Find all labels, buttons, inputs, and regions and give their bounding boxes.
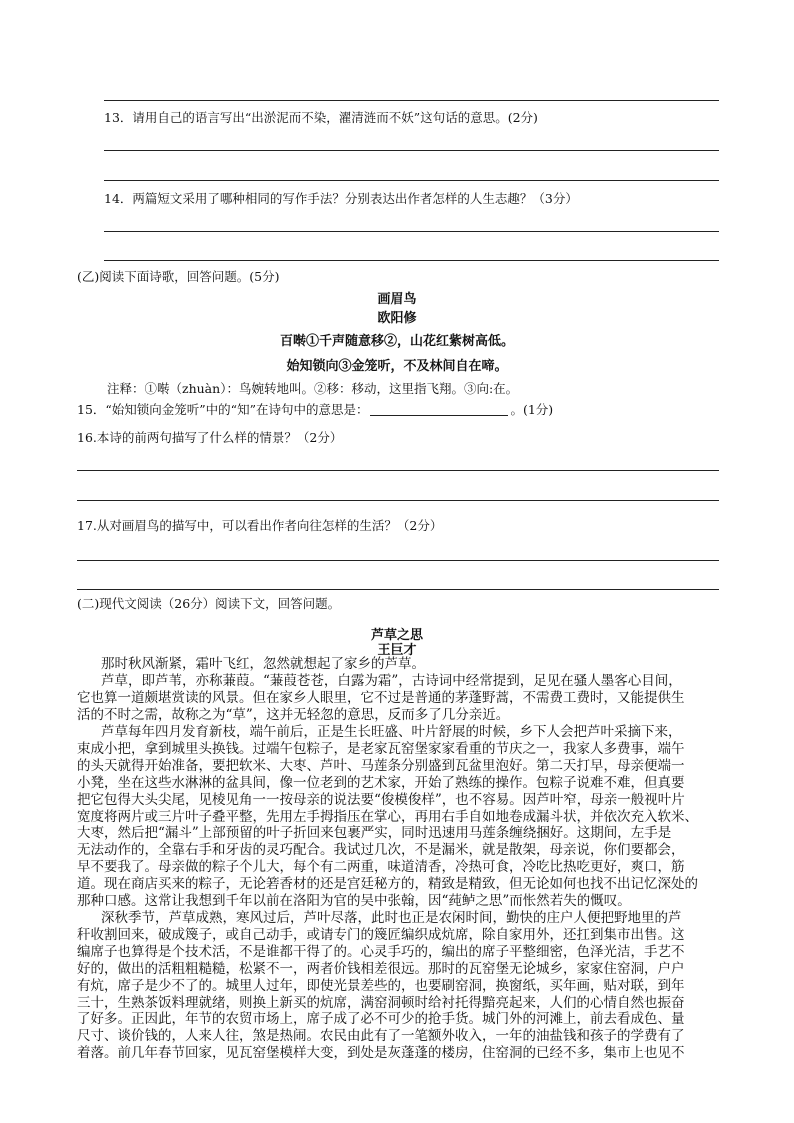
article-line: 好的，做出的活粗粗糙糙，松紧不一，两者价钱相差很远。那时的瓦窑堡无论城乡，家家住窑洞，户户: [77, 960, 685, 977]
article-line: 的头天就得开始准备，要把软米、大枣、芦叶、马莲条分别盛到瓦盆里泡好。第二天打早，母亲便端一: [77, 757, 685, 774]
article-line: 了好多。正因此，年节的农贸市场上，席子成了必不可少的抢手货。城门外的河滩上，前去看成色、量: [77, 1011, 685, 1028]
article-line: 深秋季节，芦草成熟，寒风过后，芦叶尽落，此时也正是农闲时间，勤快的庄户人便把野地里的芦: [101, 910, 682, 926]
question-14: 14．两篇短文采用了哪种相同的写作手法？分别表达出作者怎样的人生志趣？（3分）: [104, 191, 578, 206]
question-15: [77, 400, 553, 418]
poem-line-1: 百啭①千声随意移②，山花红紫树高低。: [279, 334, 514, 349]
section-b-heading: (乙)阅读下面诗歌，回答问题。(5分): [77, 269, 280, 284]
article-line: 束成小把，拿到城里头换钱。过端午包粽子，是老家瓦窑堡家家看重的节庆之一，我家人多费事，端午: [77, 740, 685, 757]
article-line: 无法动作的，全靠右手和牙齿的灵巧配合。我试过几次，不是漏米，就是散架，母亲说，你们要都会，: [77, 842, 685, 859]
answer-line[interactable]: [104, 100, 719, 101]
answer-line[interactable]: [104, 180, 719, 181]
article-line: 编席子也算得是个技术活，不是谁都干得了的。心灵手巧的，编出的席子平整细密，色泽光洁，手艺不: [77, 943, 685, 960]
section-2-heading: (二)现代文阅读（26分）阅读下文，回答问题。: [77, 596, 341, 611]
answer-line[interactable]: [104, 150, 719, 151]
poem-title: 画眉鸟: [377, 292, 417, 307]
answer-line[interactable]: [77, 589, 719, 590]
article-line: 芦草每年四月发育新枝，端午前后，正是生长旺盛、叶片舒展的时候，乡下人会把芦叶采摘下来，: [101, 724, 682, 740]
article-paragraph-3: [77, 724, 709, 910]
article-line: 大枣，然后把“漏斗”上部预留的叶子折回来包裹严实，同时迅速用马莲条缠绕捆好。这期间，左手是: [77, 825, 672, 842]
question-15-blank[interactable]: [370, 403, 508, 416]
article-paragraph-4: [77, 910, 709, 1062]
article-paragraph-2: [77, 673, 709, 724]
article-line: 小凳，坐在这些水淋淋的盆具间，像一位老到的艺术家，开始了熟练的操作。包粽子说难不难，但真要: [77, 774, 685, 791]
question-15-text: 15．“始知锁向金笼听”中的“知”在诗句中的意思是：: [77, 402, 369, 417]
poem-note: 注释：①啭（zhuàn）：鸟婉转地叫。②移：移动，这里指飞翔。③向:在。: [107, 381, 519, 396]
article-line: 把它包得大头尖尾，见棱见角一一按母亲的说法要“俊模俊样”，也不容易。因芦叶窄，母亲一般视叶片: [77, 791, 685, 808]
article-line: 早不要我了。母亲做的粽子个儿大，每个有二两重，味道清香，冷热可食，冷吃比热吃更好，爽口，筋: [77, 859, 685, 876]
answer-line[interactable]: [104, 231, 719, 232]
article-line: 那种口感。这常让我想到千年以前在洛阳为官的吴中张翰，因“莼鲈之思”而怅然若失的慨叹。: [77, 893, 631, 910]
article-line: 着落。前几年春节回家，见瓦窑堡模样大变，到处是灰蓬蓬的楼房，住窑洞的已经不多，集市上也见不: [77, 1045, 685, 1062]
article-line: 芦草，即芦苇，亦称蒹葭。“蒹葭苍苍，白露为霜”，古诗词中经常提到，足见在骚人墨客心目间，: [101, 673, 682, 689]
question-16: 16.本诗的前两句描写了什么样的情景？（2分）: [77, 430, 343, 445]
question-13: 13．请用自己的语言写出“出淤泥而不染，濯清涟而不妖”这句话的意思。(2分): [104, 110, 538, 125]
question-15-score: 。(1分): [510, 402, 554, 417]
article-line: 它也算一道颇堪赏读的风景。但在家乡人眼里，它不过是普通的茅蓬野蒿，不需费工费时，又能提供生: [77, 689, 685, 706]
answer-line[interactable]: [77, 500, 719, 501]
article-line: 道。现在商店买来的粽子，无论箬香材的还是宫廷秘方的，精致是精致，但无论如何也找不出记忆深处的: [77, 876, 698, 893]
article-line: 活的不时之需，故称之为“草”，这并无轻忽的意思，反而多了几分亲近。: [77, 706, 510, 723]
article-line: 秆收割回来，破成篾子，或自己动手，或请专门的篾匠编织成炕席，除自家用外，还扛到集市出售。这: [77, 926, 685, 943]
question-17: 17.从对画眉鸟的描写中，可以看出作者向往怎样的生活？（2分）: [77, 518, 443, 533]
article-line: 三十，生熟茶饭料理就绪，则换上新买的炕席，满窑洞顿时给衬托得黯亮起来，人们的心情自然也振奋: [77, 994, 685, 1011]
article-author: 王巨才: [377, 643, 417, 658]
answer-line[interactable]: [104, 260, 719, 261]
answer-line[interactable]: [77, 470, 719, 471]
article-title: 芦草之思: [370, 628, 423, 643]
poem-author: 欧阳修: [377, 311, 417, 326]
article-line: 尺寸、谈价钱的，人来人往，煞是热闹。农民由此有了一笔额外收入，一年的油盐钱和孩子的学费有了: [77, 1028, 685, 1045]
article-line: 有炕，席子是少不了的。城里人过年，即使光景差些的，也要刷窑洞，换窗纸，买年画，贴对联，到年: [77, 977, 685, 994]
article-line: 那时秋风渐紧，霜叶飞红，忽然就想起了家乡的芦草。: [101, 656, 425, 672]
article-paragraph-1: [77, 656, 709, 673]
article-line: 宽度将两片或三片叶子叠平整，先用左手拇指压在掌心，再用右手自如地卷成漏斗状，并依次充入软米、: [77, 808, 698, 825]
poem-line-2: 始知锁向③金笼听，不及林间自在啼。: [286, 359, 508, 374]
answer-line[interactable]: [77, 560, 719, 561]
